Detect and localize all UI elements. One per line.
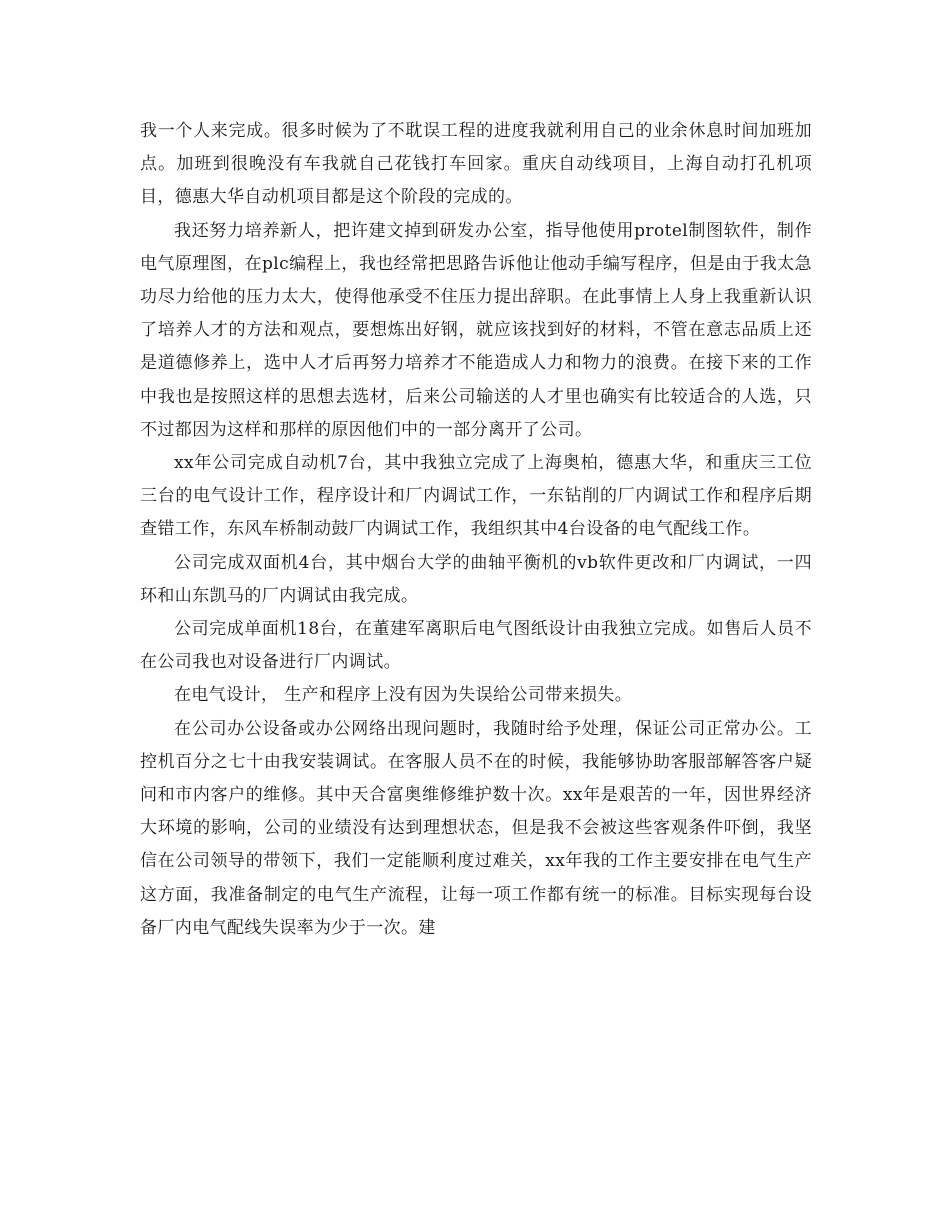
paragraph-7: 在公司办公设备或办公网络出现问题时，我随时给予处理，保证公司正常办公。工控机百分之七十由我安装调试。在客服人员不在的时候，我能够协助客服部解答客户疑问和市内客户的维修。其中天合富奥维修维护数十次。xx年是艰苦的一年，因世界经济大环境的影响，公司的业绩没有达到理想状态，但是我不会被这些客观条件吓倒，我坚信在公司领导的带领下，我们一定能顺利度过难关，xx年我的工作主要安排在电气生产这方面，我准备制定的电气生产流程，让每一项工作都有统一的标准。目标实现每台设备厂内电气配线失误率为少于一次。建	[140, 718, 812, 938]
paragraph-5: 公司完成单面机18台，在董建军离职后电气图纸设计由我独立完成。如售后人员不在公司我也对设备进行厂内调试。	[140, 619, 812, 673]
paragraph-3: xx年公司完成自动机7台，其中我独立完成了上海奥柏，德惠大华，和重庆三工位三台的电气设计工作，程序设计和厂内调试工作，一东钻削的厂内调试工作和程序后期查错工作，东风车桥制动鼓厂内调试工作，我组织其中4台设备的电气配线工作。	[140, 453, 812, 540]
paragraph-2: 我还努力培养新人，把许建文掉到研发办公室，指导他使用protel制图软件，制作电气原理图，在plc编程上，我也经常把思路告诉他让他动手编写程序，但是由于我太急功尽力给他的压力太大，使得他承受不住压力提出辞职。在此事情上人身上我重新认识了培养人才的方法和观点，要想炼出好钢，就应该找到好的材料，不管在意志品质上还是道德修养上，选中人才后再努力培养才不能造成人力和物力的浪费。在接下来的工作中我也是按照这样的思想去选材，后来公司输送的人才里也确实有比较适合的人选，只不过都因为这样和那样的原因他们中的一部分离开了公司。	[140, 220, 812, 440]
paragraph-6: 在电气设计， 生产和程序上没有因为失误给公司带来损失。	[174, 685, 633, 706]
document-body	[140, 115, 812, 945]
paragraph-1: 我一个人来完成。很多时候为了不耽误工程的进度我就利用自己的业余休息时间加班加点。加班到很晚没有车我就自己花钱打车回家。重庆自动线项目，上海自动打孔机项目，德惠大华自动机项目都是这个阶段的完成的。	[140, 121, 812, 208]
paragraph-4: 公司完成双面机4台，其中烟台大学的曲轴平衡机的vb软件更改和厂内调试，一四环和山东凯马的厂内调试由我完成。	[140, 552, 812, 606]
